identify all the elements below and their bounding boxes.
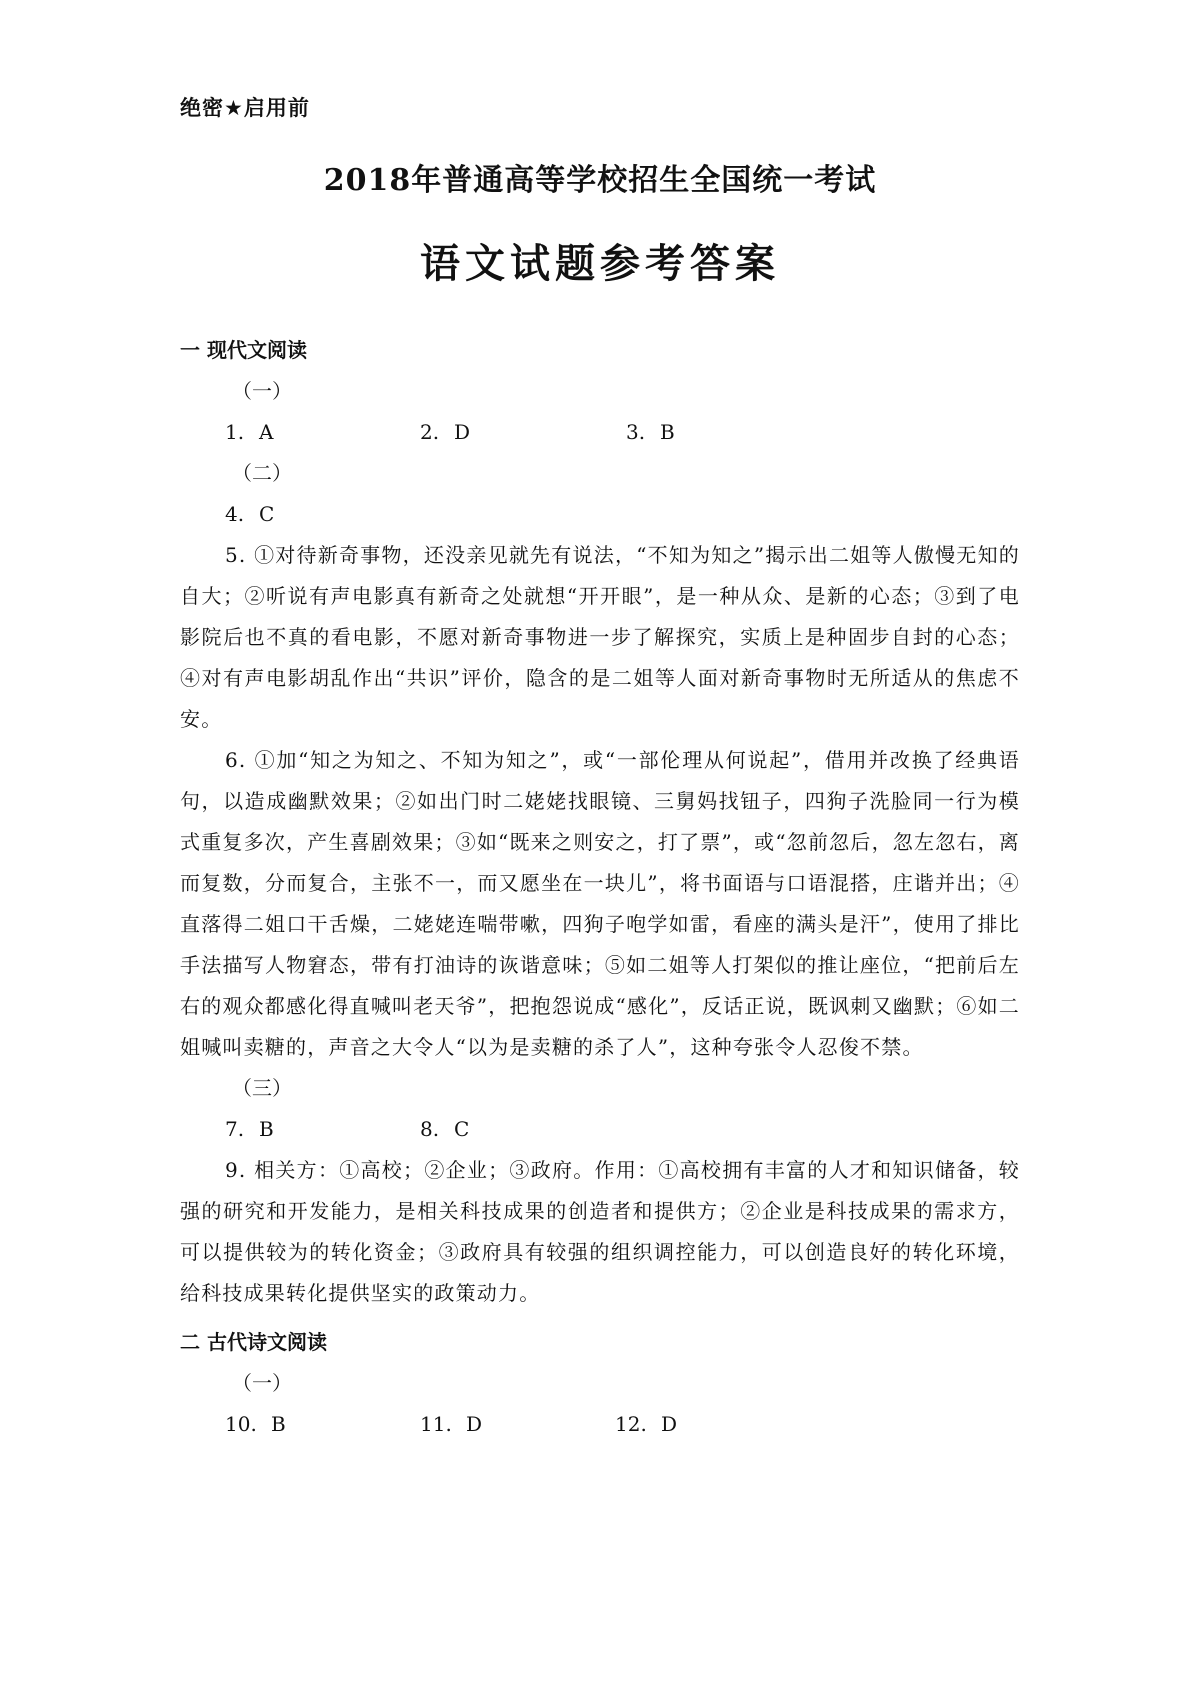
- answer-item: [420, 412, 470, 453]
- spacer: [180, 1314, 1020, 1322]
- question-number: 10.: [225, 1412, 257, 1436]
- answer-item: [615, 1404, 677, 1445]
- answer-item: [225, 412, 273, 453]
- question-number: 8.: [420, 1117, 440, 1141]
- answer-item: [225, 1109, 274, 1150]
- answer-content: [180, 330, 1020, 1445]
- answers-row-10-12: [180, 1404, 1020, 1445]
- part-label-3: （三）: [232, 1076, 292, 1100]
- answer-value: B: [660, 420, 675, 444]
- answer-item: [420, 1109, 469, 1150]
- answer-paragraph-q5: 5. ①对待新奇事物，还没亲见就先有说法，“不知为知之”揭示出二姐等人傲慢无知的自大；②听说有声电影真有新奇之处就想“开开眼”，是一种从众、是新的心态；③到了电影院后也不真的看电影，不愿对新奇事物进一步了解探究，实质上是种固步自封的心态；④对有声电影胡乱作出“共识”评价，隐含的是二姐等人面对新奇事物时无所适从的焦虑不安。: [180, 543, 1020, 731]
- answer-value: C: [454, 1117, 470, 1141]
- question-number: 1.: [225, 420, 245, 444]
- answer-item: [626, 412, 675, 453]
- section-heading-classical-reading: 二 古代诗文阅读: [180, 1330, 327, 1354]
- answer-value: A: [259, 420, 274, 444]
- answer-paragraph-q6: 6. ①加“知之为知之、不知为知之”，或“一部伦理从何说起”，借用并改换了经典语句，以造成幽默效果；②如出门时二姥姥找眼镜、三舅妈找钮子，四狗子洗脸同一行为模式重复多次，产生喜剧效果；③如“既来之则安之，打了票”，或“忽前忽后，忽左忽右，离而复数，分而复合，主张不一，而又愿坐在一块儿”，将书面语与口语混搭，庄谐并出；④直落得二姐口干舌燥，二姥姥连喘带嗽，四狗子咆学如雷，看座的满头是汗”，使用了排比手法描写人物窘态，带有打油诗的诙谐意味；⑤如二姐等人打架似的推让座位，“把前后左右的观众都感化得直喊叫老天爷”，把抱怨说成“感化”，反话正说，既讽刺又幽默；⑥如二姐喊叫卖糖的，声音之大令人“以为是卖糖的杀了人”，这种夸张令人忍俊不禁。: [180, 748, 1020, 1059]
- answer-item: [225, 1404, 286, 1445]
- answers-row-1-3: [180, 412, 1020, 453]
- exam-title: 2018年普通高等学校招生全国统一考试: [323, 163, 877, 198]
- question-number: 3.: [626, 420, 646, 444]
- section-heading-modern-reading: 一 现代文阅读: [180, 338, 307, 362]
- part-label-2: （二）: [232, 461, 292, 485]
- answer-value: C: [259, 502, 275, 526]
- part-label-1: （一）: [232, 379, 292, 403]
- answer-item: [420, 1404, 482, 1445]
- answer-value: D: [661, 1412, 678, 1436]
- part-label-1: （一）: [232, 1371, 292, 1395]
- document-title: 语文试题参考答案: [420, 240, 780, 287]
- question-number: 2.: [420, 420, 440, 444]
- question-number: 12.: [615, 1412, 647, 1436]
- question-number: 7.: [225, 1117, 245, 1141]
- answer-value: D: [466, 1412, 483, 1436]
- confidential-mark: 绝密★启用前: [180, 96, 310, 120]
- answer-value: B: [271, 1412, 286, 1436]
- answer-value: B: [259, 1117, 274, 1141]
- answer-paragraph-q9: 9. 相关方：①高校；②企业；③政府。作用：①高校拥有丰富的人才和知识储备，较强的研究和开发能力，是相关科技成果的创造者和提供方；②企业是科技成果的需求方，可以提供较为的转化资金；③政府具有较强的组织调控能力，可以创造良好的转化环境，给科技成果转化提供坚实的政策动力。: [180, 1158, 1020, 1305]
- answer-value: D: [454, 420, 471, 444]
- answers-row-4: [180, 494, 1020, 535]
- answers-row-7-8: [180, 1109, 1020, 1150]
- question-number: 11.: [420, 1412, 452, 1436]
- question-number: 4.: [225, 502, 245, 526]
- answer-item: [225, 494, 274, 535]
